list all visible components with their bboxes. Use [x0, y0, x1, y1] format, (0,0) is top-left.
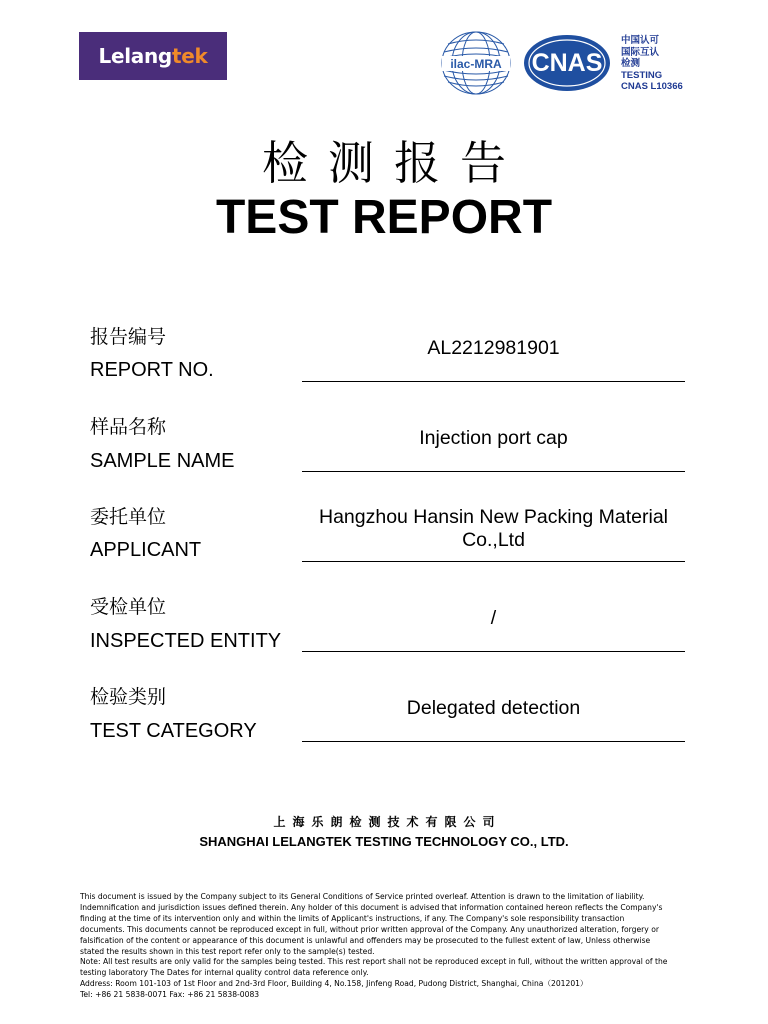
disclaimer-line: falsification of the content or appearance of this document is unlawful and offenders may be prosecuted to the fullest extent of law, Unless otherwise — [80, 935, 651, 945]
cnas-logo — [522, 33, 612, 93]
field-label-cn: 检验类别 — [90, 686, 167, 708]
field-value — [302, 427, 685, 450]
value-line: Hangzhou Hansin New Packing Material — [318, 506, 668, 528]
title-english: TEST REPORT — [215, 191, 553, 244]
disclaimer-line: Indemnification and jurisdiction issues defined therein. Any holder of this document is advised that information contained hereon reflects the Company's — [80, 902, 663, 912]
field-value — [302, 506, 685, 552]
field-label-en: INSPECTED ENTITY — [90, 630, 282, 652]
svg-text:ilac-MRA: ilac-MRA — [450, 57, 502, 71]
svg-text:CNAS: CNAS — [531, 49, 603, 77]
disclaimer-line: testing laboratory The Dates for internal quality control data reference only. — [80, 968, 369, 978]
field-value — [302, 697, 685, 720]
disclaimer-line: This document is issued by the Company subject to its General Conditions of Service printed overleaf. Attention is drawn to the limitation of liability. — [80, 892, 645, 901]
field-underline — [302, 651, 685, 652]
cert-line: 国际互认 — [621, 46, 660, 58]
field-underline — [302, 471, 685, 472]
cert-line: CNAS L10366 — [621, 81, 683, 92]
field-label-en: SAMPLE NAME — [90, 450, 235, 472]
ilac-mra-logo — [440, 30, 512, 96]
logo-text: Lelangtek — [98, 44, 208, 68]
field-value — [302, 337, 685, 360]
company-logo — [79, 32, 227, 80]
value-line: AL2212981901 — [427, 337, 560, 359]
contact-line: Tel: +86 21 5838-0071 Fax: +86 21 5838-0083 — [80, 990, 260, 1000]
field-underline — [302, 561, 685, 562]
disclaimer-line: stated the results shown in this test report refer only to the sample(s) tested. — [80, 946, 375, 956]
field-label-en: TEST CATEGORY — [90, 720, 257, 742]
company-name-en: SHANGHAI LELANGTEK TESTING TECHNOLOGY CO., LTD. — [199, 834, 569, 849]
value-line: Injection port cap — [419, 427, 568, 449]
disclaimer-line: Note: All test results are only valid for the samples being tested. This rest report shall not be reproduced except in full, without the written approval of the — [80, 957, 668, 967]
field-label-cn: 受检单位 — [90, 596, 167, 618]
title-chinese: 检测报告 — [262, 136, 526, 190]
cert-line: TESTING — [621, 69, 663, 81]
disclaimer-line: finding at the time of its intervention only and within the limits of Applicant's instructions, if any. The Company's sole responsibility transaction — [80, 913, 625, 923]
field-label-en: APPLICANT — [90, 539, 202, 561]
value-line: Delegated detection — [406, 697, 581, 719]
field-underline — [302, 741, 685, 742]
address-line: Address: Room 101-103 of 1st Floor and 2nd-3rd Floor, Building 4, No.158, Jinfeng Road, Pudong District, Shanghai, China（201201） — [80, 979, 588, 989]
value-line: Co.,Ltd — [462, 529, 525, 551]
cert-line: 中国认可 — [621, 35, 660, 46]
field-value — [302, 607, 685, 630]
disclaimer-line: documents. This documents cannot be reproduced except in full, without prior written approval of the Company. Any unauthorized alteration, forgery or — [80, 924, 659, 934]
cert-line: 检测 — [621, 58, 641, 69]
field-label-cn: 委托单位 — [90, 506, 167, 528]
accreditation-text — [621, 35, 683, 93]
field-label-en: REPORT NO. — [90, 359, 214, 381]
value-line: / — [490, 607, 497, 629]
company-name-cn: 上海乐朗检测技术有限公司 — [273, 815, 502, 829]
field-underline — [302, 381, 685, 382]
field-label-cn: 报告编号 — [90, 326, 167, 348]
field-label-cn: 样品名称 — [90, 416, 167, 438]
disclaimer — [80, 892, 692, 1001]
